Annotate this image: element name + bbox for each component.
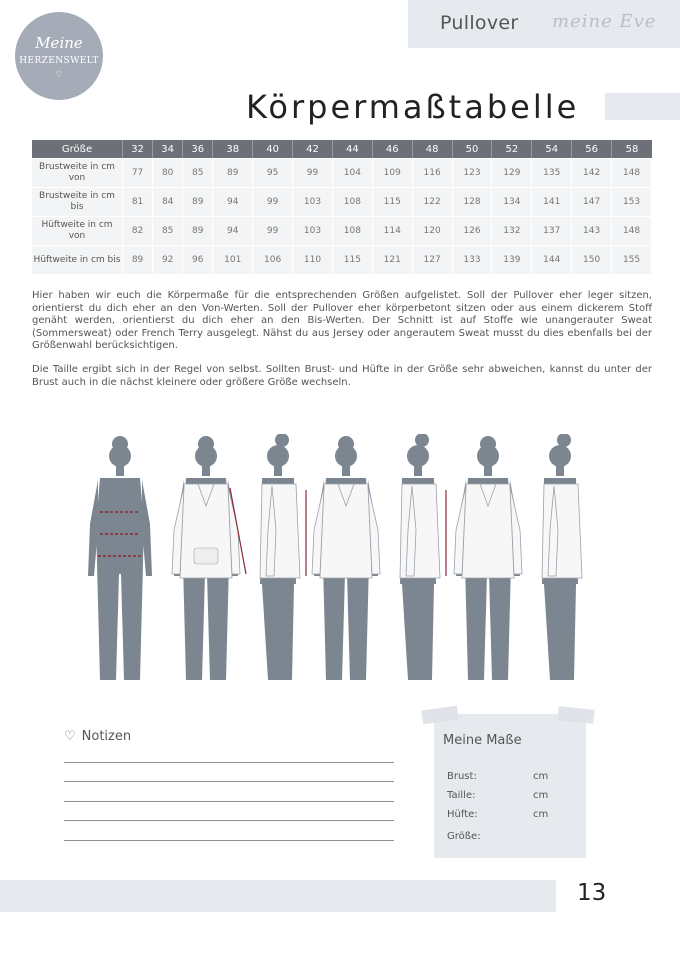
size-header-cell: 44	[333, 140, 373, 158]
table-cell: 108	[333, 187, 373, 216]
table-cell: 155	[612, 245, 652, 274]
table-cell: 96	[183, 245, 213, 274]
sweater-front-3	[312, 484, 380, 578]
size-header-cell: 58	[612, 140, 652, 158]
table-cell: 106	[253, 245, 293, 274]
size-header-cell: 32	[123, 140, 153, 158]
size-header-cell: 54	[532, 140, 572, 158]
table-cell: 115	[333, 245, 373, 274]
row-label: Brustweite in cm von	[32, 158, 123, 187]
heart-icon: ♡	[64, 729, 76, 744]
table-cell: 77	[123, 158, 153, 187]
table-cell: 126	[453, 216, 493, 245]
table-cell: 139	[492, 245, 532, 274]
table-cell: 108	[333, 216, 373, 245]
table-cell: 148	[612, 158, 652, 187]
logo-script-text: Meine	[35, 34, 83, 52]
size-header-cell: 52	[492, 140, 532, 158]
sweater-side-3	[542, 484, 582, 578]
header-title: Pullover	[440, 12, 519, 34]
row-label: Hüftweite in cm bis	[32, 245, 123, 274]
table-cell: 143	[572, 216, 612, 245]
size-header-cell: 34	[153, 140, 183, 158]
size-header-cell: 56	[572, 140, 612, 158]
size-header-row	[32, 140, 652, 158]
table-cell: 89	[213, 158, 253, 187]
table-cell: 148	[612, 216, 652, 245]
table-cell: 121	[373, 245, 413, 274]
my-measures-card	[434, 714, 586, 858]
table-cell: 82	[123, 216, 153, 245]
table-cell: 153	[612, 187, 652, 216]
table-cell: 89	[183, 187, 213, 216]
table-cell: 99	[293, 158, 333, 187]
table-cell: 142	[572, 158, 612, 187]
row-label: Hüftweite in cm von	[32, 216, 123, 245]
table-cell: 115	[373, 187, 413, 216]
page-title: Körpermaßtabelle	[246, 88, 580, 126]
table-cell: 141	[532, 187, 572, 216]
table-cell: 104	[333, 158, 373, 187]
header-brand: meine Eve	[552, 11, 657, 32]
notes-title: Notizen	[81, 729, 132, 744]
size-header-cell: 42	[293, 140, 333, 158]
notes-heading	[64, 729, 131, 744]
table-row	[32, 158, 652, 187]
size-header-cell: 40	[253, 140, 293, 158]
table-cell: 120	[413, 216, 453, 245]
size-table	[32, 140, 652, 274]
notes-line[interactable]	[64, 781, 394, 782]
sweater-side-2	[400, 484, 440, 578]
table-cell: 122	[413, 187, 453, 216]
measure-unit-chest: cm	[533, 771, 549, 782]
table-cell: 84	[153, 187, 183, 216]
title-accent-bar	[605, 93, 680, 120]
notes-line[interactable]	[64, 820, 394, 821]
table-cell: 110	[293, 245, 333, 274]
table-cell: 99	[253, 216, 293, 245]
sweater-front-4	[454, 484, 522, 578]
table-cell: 133	[453, 245, 493, 274]
table-cell: 147	[572, 187, 612, 216]
tape-left	[421, 706, 459, 725]
brand-logo	[15, 12, 103, 100]
table-cell: 135	[532, 158, 572, 187]
table-cell: 85	[183, 158, 213, 187]
table-cell: 94	[213, 216, 253, 245]
size-header-cell: 50	[453, 140, 493, 158]
table-cell: 92	[153, 245, 183, 274]
table-cell: 103	[293, 216, 333, 245]
table-cell: 80	[153, 158, 183, 187]
measure-label-waist: Taille:	[447, 790, 476, 801]
measure-unit-hip: cm	[533, 809, 549, 820]
table-cell: 81	[123, 187, 153, 216]
size-header-cell: 46	[373, 140, 413, 158]
hoodie-pocket	[194, 548, 218, 564]
intro-paragraph: Hier haben wir euch die Körpermaße für die entsprechenden Größen aufgelistet. Soll der Pullover eher leger sitzen, orientierst du dich eher an den Von-Werten. Soll der Pullover eher körperbetont sitzen oder aus einem dickerem Stoff genäht werden, orientierst du dich eher an den Bis-Werten. Der Schnitt ist auf Stoffe wie unangerauter Sweat (Sommersweat) oder French Terry ausgelegt. Nähst du aus Jersey oder angerautem Sweat musst du dies ebenfalls bei der Größenwahl berücksichtigen.	[32, 290, 652, 351]
page-number: 13	[577, 880, 607, 906]
table-cell: 137	[532, 216, 572, 245]
table-cell: 95	[253, 158, 293, 187]
sweater-side-1	[260, 484, 300, 578]
my-measures-title: Meine Maße	[443, 733, 522, 748]
table-cell: 89	[123, 245, 153, 274]
measure-label-size: Größe:	[447, 831, 481, 842]
logo-caps-text: HERZENSWELT	[19, 56, 99, 66]
figure-front-body	[88, 436, 152, 680]
size-header-cell: 36	[183, 140, 213, 158]
footer-band	[0, 880, 556, 912]
table-cell: 150	[572, 245, 612, 274]
table-row	[32, 187, 652, 216]
measure-unit-waist: cm	[533, 790, 549, 801]
table-cell: 94	[213, 187, 253, 216]
size-header-corner: Größe	[32, 140, 123, 158]
row-label: Brustweite in cm bis	[32, 187, 123, 216]
table-cell: 127	[413, 245, 453, 274]
waist-paragraph: Die Taille ergibt sich in der Regel von selbst. Sollten Brust- und Hüfte in der Größe sehr abweichen, kannst du unter der Brust auch in die nächst kleinere oder größere Größe wechseln.	[32, 364, 652, 388]
table-cell: 123	[453, 158, 493, 187]
notes-line[interactable]	[64, 840, 394, 841]
table-cell: 129	[492, 158, 532, 187]
table-cell: 89	[183, 216, 213, 245]
measure-label-hip: Hüfte:	[447, 809, 478, 820]
table-cell: 144	[532, 245, 572, 274]
table-cell: 99	[253, 187, 293, 216]
size-header-cell: 48	[413, 140, 453, 158]
table-cell: 128	[453, 187, 493, 216]
notes-line[interactable]	[64, 762, 394, 763]
table-cell: 101	[213, 245, 253, 274]
size-header-cell: 38	[213, 140, 253, 158]
measure-label-chest: Brust:	[447, 771, 477, 782]
table-cell: 85	[153, 216, 183, 245]
notes-line[interactable]	[64, 801, 394, 802]
measurement-illustration	[88, 434, 588, 690]
table-row	[32, 245, 652, 274]
table-cell: 132	[492, 216, 532, 245]
tape-right	[557, 706, 594, 724]
table-cell: 134	[492, 187, 532, 216]
table-row	[32, 216, 652, 245]
table-cell: 116	[413, 158, 453, 187]
table-cell: 114	[373, 216, 413, 245]
table-cell: 103	[293, 187, 333, 216]
table-cell: 109	[373, 158, 413, 187]
logo-heart-icon: ♡	[55, 70, 63, 79]
